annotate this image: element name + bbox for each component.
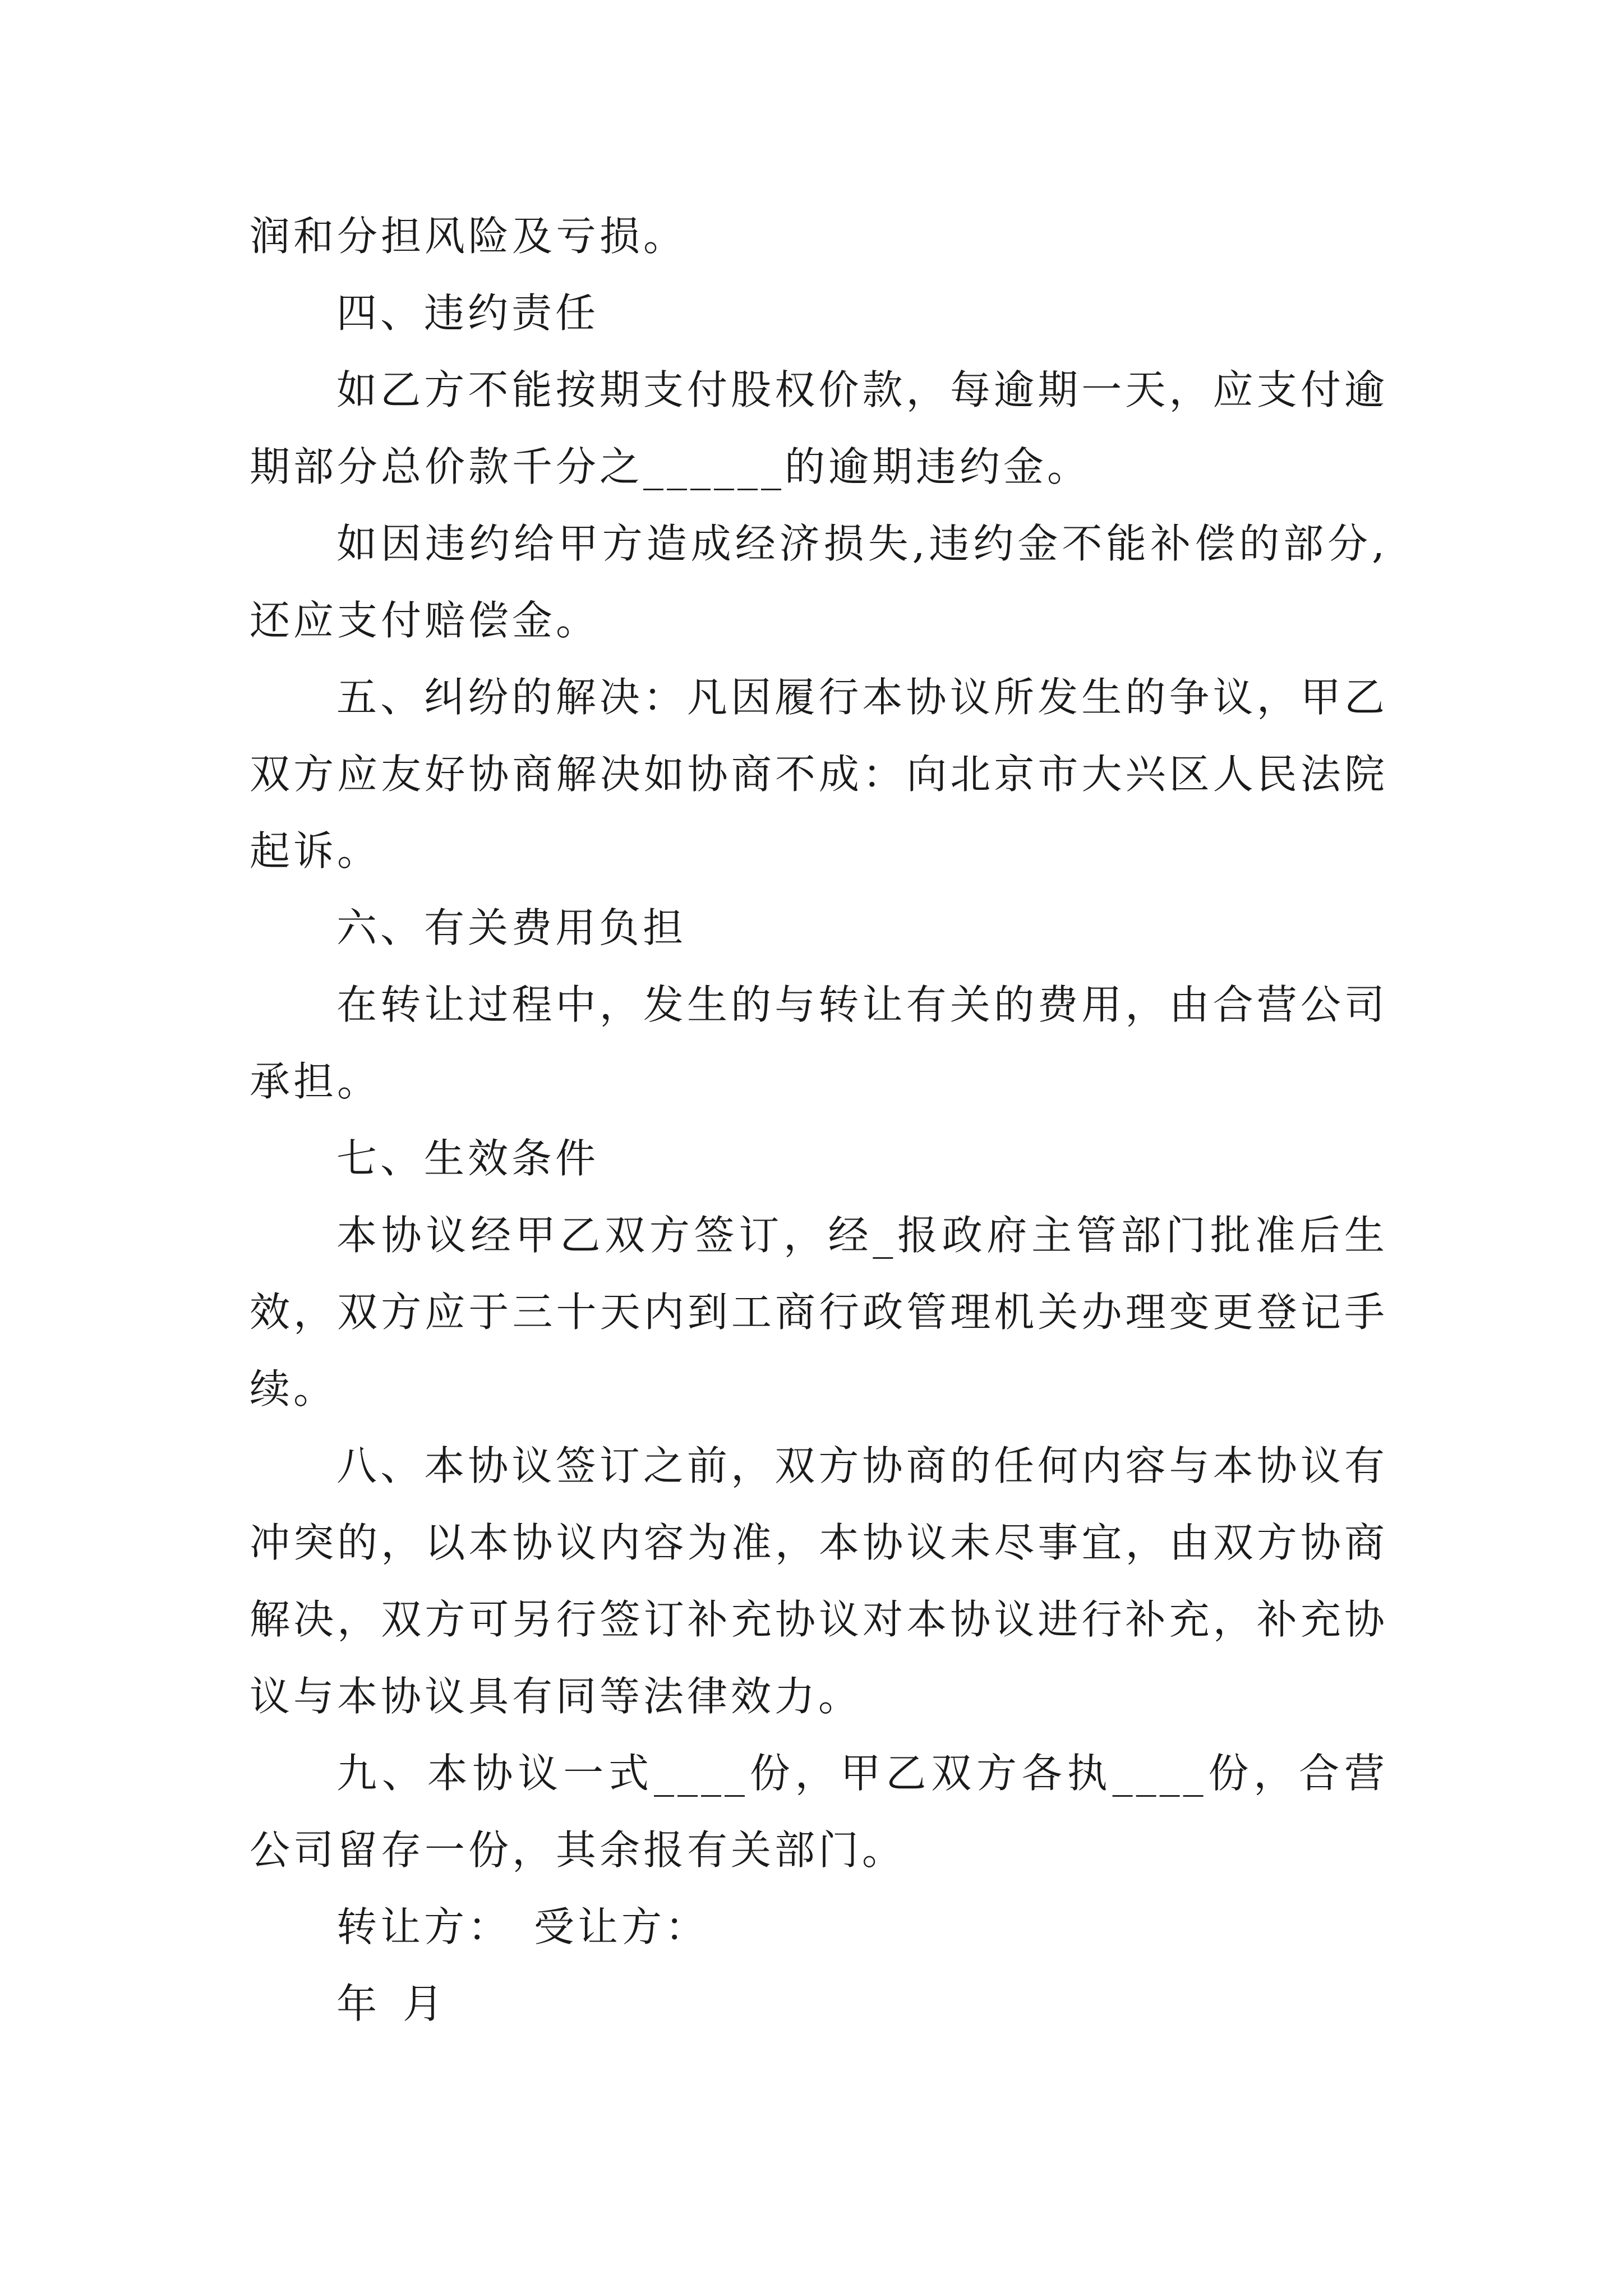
section-heading-breach-liability: 四、违约责任 xyxy=(336,289,600,337)
month-label: 月 xyxy=(403,1980,447,2027)
paragraph-fees: 在转让过程中，发生的与转让有关的费用，由合营公司承担。 xyxy=(250,981,1388,1105)
paragraph-copies: 九、本协议一式____份，甲乙双方各执____份，合营公司留存一份，其余报有关部门。 xyxy=(250,1750,1388,1874)
paragraph-continuation: 润和分担风险及亏损。 xyxy=(250,213,688,260)
signature-line xyxy=(250,1889,1388,1966)
paragraph-dispute-resolution: 五、纠纷的解决：凡因履行本协议所发生的争议，甲乙双方应友好协商解决如协商不成：向北京市大兴区人民法院起诉。 xyxy=(250,674,1388,875)
paragraph-compensation: 如因违约给甲方造成经济损失,违约金不能补偿的部分,还应支付赔偿金。 xyxy=(250,520,1388,644)
section-heading-fees: 六、有关费用负担 xyxy=(336,904,687,951)
paragraph-prior-agreements: 八、本协议签订之前，双方协商的任何内容与本协议有冲突的，以本协议内容为准，本协议未尽事宜，由双方协商解决，双方可另行签订补充协议对本协议进行补充，补充协议与本协议具有同等法律效力。 xyxy=(250,1442,1388,1720)
transferee-label: 受让方： xyxy=(534,1903,709,1950)
paragraph-late-payment: 如乙方不能按期支付股权价款，每逾期一天，应支付逾期部分总价款千分之______的逾期违约金。 xyxy=(250,366,1388,490)
section-heading-effective-conditions: 七、生效条件 xyxy=(336,1135,600,1182)
document-body xyxy=(250,198,1388,2042)
year-label: 年 xyxy=(336,1980,381,2027)
paragraph-effective-conditions: 本协议经甲乙双方签订，经_报政府主管部门批准后生效，双方应于三十天内到工商行政管理机关办理变更登记手续。 xyxy=(250,1212,1388,1412)
transferor-label: 转让方： xyxy=(336,1903,512,1950)
date-line xyxy=(250,1966,1388,2042)
